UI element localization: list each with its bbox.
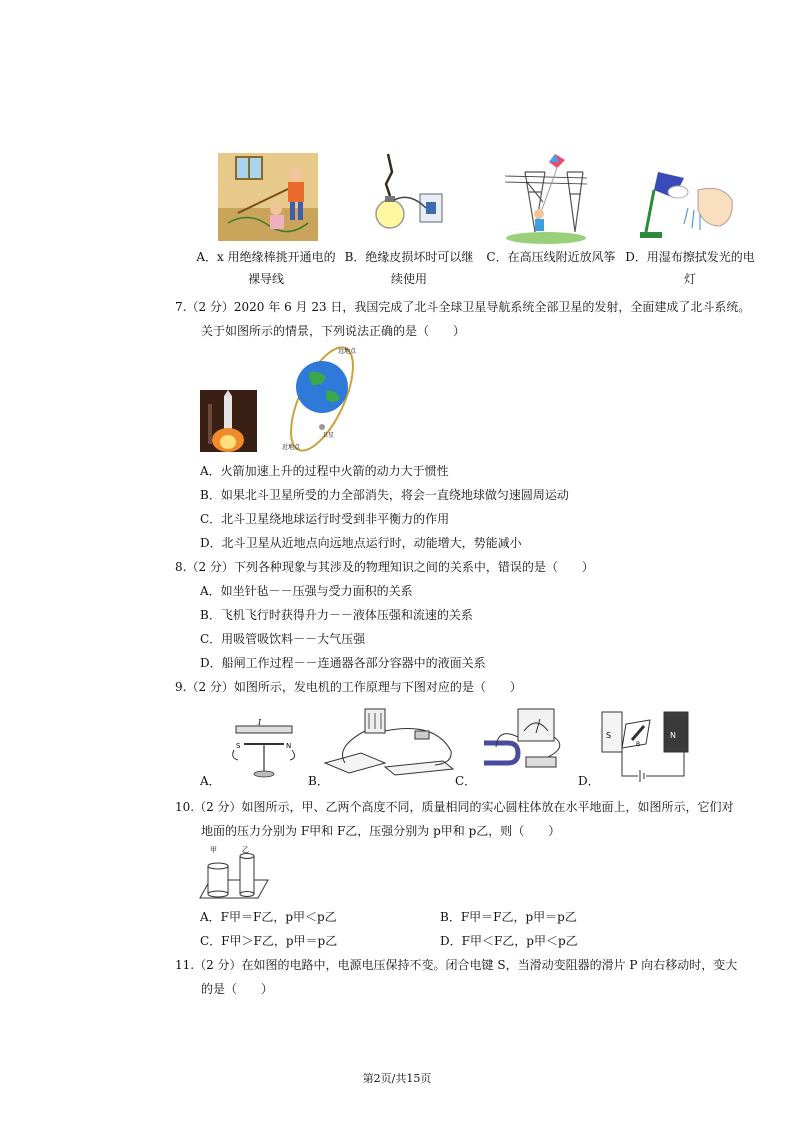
q8-option-a: A．如坐针毡－－压强与受力面积的关系 [200,584,413,598]
q7-option-b: B．如果北斗卫星所受的力全部消失，将会一直绕地球做匀速圆周运动 [200,488,569,502]
q6-figure-d [640,170,735,242]
q6-caption-a: A．x 用绝缘棒挑开通电的 裸导线 [196,250,336,286]
q7-near-point-label: 近地点 [282,444,301,451]
q9-figure-c [478,707,570,777]
q6-figure-c [505,152,587,242]
q9-s-label: S [236,742,241,750]
q10-option-d: D．F甲＜F乙，p甲＜p乙 [440,934,578,948]
q7-satellite-label: 卫星 [322,432,335,439]
q9-figure-a [228,718,300,780]
q11-stem: 11.（2 分）在如图的电路中，电源电压保持不变。闭合电键 S，当滑动变阻器的滑片 P 向右移动时，变大 的是（ ） [175,958,738,996]
q7-option-c: C．北斗卫星绕地球运行时受到非平衡力的作用 [200,512,450,526]
q6-figure-b [370,152,445,242]
q6-caption-d: D．用湿布擦拭发光的电 灯 [625,250,755,286]
q9-stem: 9.（2 分）如图所示，发电机的工作原理与下图对应的是（ ） [175,680,522,694]
q9-figure-b [325,707,457,782]
q6-caption-c: C．在高压线附近放风筝 [486,250,616,264]
q9-label-c: C． [455,774,477,788]
q7-far-point-label: 远地点 [338,348,357,355]
q9-current-label: I [258,718,262,727]
q9-d-n-label: N [670,731,676,740]
q7-rocket-image [200,390,257,452]
q6-figure-a [218,153,318,241]
q7-stem: 7.（2 分）2020 年 6 月 23 日，我国完成了北斗全球卫星导航系统全部卫星的发射，全面建成了北斗系统。 关于如图所示的情景，下列说法正确的是（ ） [175,300,751,338]
q7-orbit-figure [278,345,368,450]
q9-label-a: A． [200,774,221,788]
page-footer: 第2页/共15页 [362,1072,432,1085]
q9-b-label: B [636,741,641,748]
q8-option-b: B．飞机飞行时获得升力－－液体压强和流速的关系 [200,608,473,622]
q6-caption-b: B．绝缘皮损坏时可以继 续使用 [344,250,474,286]
q8-option-c: C．用吸管吸饮料－－大气压强 [200,632,366,646]
q9-d-s-label: S [606,731,612,740]
q10-stem: 10.（2 分）如图所示，甲、乙两个高度不同，质量相同的实心圆柱体放在水平地面上，如图所示，它们对 地面的压力分别为 F甲和 F乙，压强分别为 p甲和 p乙，则（ ） [175,800,734,838]
q9-n-label: N [286,742,292,750]
q9-label-b: B． [308,774,329,788]
q10-jia-label: 甲 [210,846,217,854]
q10-option-c: C．F甲＞F乙，p甲＝p乙 [200,934,338,948]
q8-stem: 8.（2 分）下列各种现象与其涉及的物理知识之间的关系中，错误的是（ ） [175,560,594,574]
q7-option-d: D．北斗卫星从近地点向远地点运行时，动能增大，势能减小 [200,536,522,550]
q9-figure-d [600,710,690,782]
q8-option-d: D．船闸工作过程－－连通器各部分容器中的液面关系 [200,656,486,670]
q10-option-a: A．F甲＝F乙，p甲＜p乙 [200,910,337,924]
q7-option-a: A．火箭加速上升的过程中火箭的动力大于惯性 [200,464,449,478]
q10-option-b: B．F甲＝F乙，p甲＝p乙 [440,910,577,924]
q10-yi-label: 乙 [242,846,249,854]
q9-label-d: D． [578,774,600,788]
q10-figure [198,846,270,902]
